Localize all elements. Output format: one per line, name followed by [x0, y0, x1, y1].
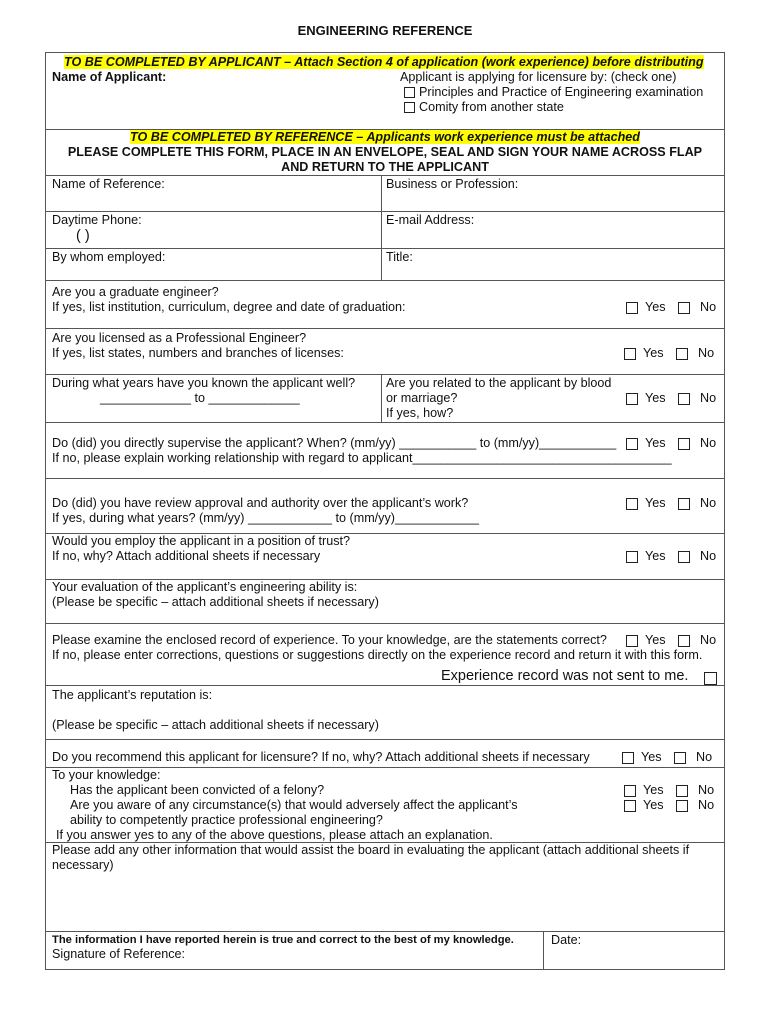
- trust-question: Would you employ the applicant in a position of trust?: [52, 534, 350, 548]
- other-info-detail: necessary): [52, 858, 114, 872]
- circumstance-yes-checkbox[interactable]: [624, 800, 636, 812]
- instruction-line-2: AND RETURN TO THE APPLICANT: [281, 160, 489, 174]
- knowledge-heading: To your knowledge:: [52, 768, 161, 782]
- review-yes-checkbox[interactable]: [626, 498, 638, 510]
- reputation-question: The applicant’s reputation is:: [52, 688, 213, 702]
- graduate-detail: If yes, list institution, curriculum, degree and date of graduation:: [52, 300, 406, 314]
- reference-form: [45, 52, 725, 970]
- no-label: No: [700, 391, 717, 405]
- applicant-banner: TO BE COMPLETED BY APPLICANT – Attach Section 4 of application (work experience) before distributing: [64, 55, 704, 69]
- exam-checkbox[interactable]: [404, 87, 415, 98]
- supervise-detail: If no, please explain working relationship with regard to applicant_____________________________________: [52, 451, 672, 465]
- employer-label[interactable]: By whom employed:: [52, 250, 166, 264]
- examine-question: Please examine the enclosed record of experience. To your knowledge, are the statements correct?: [52, 633, 607, 647]
- phone-label[interactable]: Daytime Phone:: [52, 213, 142, 227]
- review-row: [46, 479, 724, 534]
- trust-row: [46, 534, 724, 580]
- no-label: No: [698, 346, 715, 360]
- yes-label: Yes: [645, 391, 666, 405]
- known-row: [46, 375, 724, 423]
- related-yes-checkbox[interactable]: [626, 393, 638, 405]
- phone-parens: ( ): [76, 228, 90, 244]
- licensed-yes-checkbox[interactable]: [624, 348, 636, 360]
- yes-label: Yes: [645, 436, 666, 450]
- licensed-detail: If yes, list states, numbers and branches of licenses:: [52, 346, 344, 360]
- review-no-checkbox[interactable]: [678, 498, 690, 510]
- examine-yes-checkbox[interactable]: [626, 635, 638, 647]
- title-label[interactable]: Title:: [386, 250, 413, 264]
- business-label[interactable]: Business or Profession:: [386, 177, 519, 191]
- reputation-row: [46, 686, 724, 740]
- reference-header: [46, 130, 724, 176]
- email-label[interactable]: E-mail Address:: [386, 213, 475, 227]
- yes-label: Yes: [645, 549, 666, 563]
- reference-banner: TO BE COMPLETED BY REFERENCE – Applicants work experience must be attached: [130, 130, 640, 144]
- comity-option-label: Comity from another state: [419, 100, 564, 114]
- exam-option-label: Principles and Practice of Engineering examination: [419, 85, 704, 99]
- no-label: No: [700, 496, 717, 510]
- circumstance-question-2: ability to competently practice professional engineering?: [70, 813, 383, 827]
- related-how: If yes, how?: [386, 406, 454, 420]
- no-label: No: [698, 798, 715, 812]
- review-question: Do (did) you have review approval and authority over the applicant’s work?: [52, 496, 469, 510]
- signature-row: [46, 932, 724, 969]
- reference-name-row: [46, 176, 724, 212]
- applicant-section: [46, 53, 724, 130]
- yes-label: Yes: [645, 496, 666, 510]
- licensed-no-checkbox[interactable]: [676, 348, 688, 360]
- licensed-question: Are you licensed as a Professional Engineer?: [52, 331, 307, 345]
- yes-label: Yes: [643, 798, 664, 812]
- related-question-2: or marriage?: [386, 391, 458, 405]
- no-label: No: [700, 633, 717, 647]
- felony-question: Has the applicant been convicted of a felony?: [70, 783, 325, 797]
- supervise-question: Do (did) you directly supervise the applicant? When? (mm/yy) ___________ to (mm/yy)___________: [52, 436, 617, 450]
- recommend-row: [46, 740, 724, 768]
- no-label: No: [700, 300, 717, 314]
- yes-label: Yes: [643, 346, 664, 360]
- phone-row: [46, 212, 724, 249]
- graduate-row: [46, 281, 724, 329]
- examine-no-checkbox[interactable]: [678, 635, 690, 647]
- review-detail: If yes, during what years? (mm/yy) ____________ to (mm/yy)____________: [52, 511, 480, 525]
- certification-statement: The information I have reported herein is true and correct to the best of my knowledge.: [52, 934, 514, 946]
- explanation-note: If you answer yes to any of the above questions, please attach an explanation.: [56, 828, 493, 842]
- employer-row: [46, 249, 724, 281]
- supervise-row: [46, 423, 724, 479]
- examine-detail: If no, please enter corrections, questions or suggestions directly on the experience record and return it with this form.: [52, 648, 703, 662]
- not-sent-label: Experience record was not sent to me.: [441, 668, 689, 684]
- felony-no-checkbox[interactable]: [676, 785, 688, 797]
- not-sent-checkbox[interactable]: [704, 672, 717, 685]
- other-info-row: [46, 843, 724, 932]
- trust-yes-checkbox[interactable]: [626, 551, 638, 563]
- trust-no-checkbox[interactable]: [678, 551, 690, 563]
- graduate-question: Are you a graduate engineer?: [52, 285, 219, 299]
- no-label: No: [696, 750, 713, 764]
- circumstance-question: Are you aware of any circumstance(s) that would adversely affect the applicant’s: [70, 798, 518, 812]
- recommend-yes-checkbox[interactable]: [622, 752, 634, 764]
- licensed-row: [46, 329, 724, 375]
- applicant-name-label: Name of Applicant:: [52, 70, 167, 84]
- evaluation-question: Your evaluation of the applicant’s engineering ability is:: [52, 580, 358, 594]
- graduate-no-checkbox[interactable]: [678, 302, 690, 314]
- yes-label: Yes: [645, 633, 666, 647]
- no-label: No: [698, 783, 715, 797]
- page-title: ENGINEERING REFERENCE: [297, 23, 473, 38]
- reputation-detail: (Please be specific – attach additional sheets if necessary): [52, 718, 379, 732]
- related-question: Are you related to the applicant by blood: [386, 376, 612, 390]
- supervise-no-checkbox[interactable]: [678, 438, 690, 450]
- knowledge-row: [46, 768, 724, 843]
- no-label: No: [700, 549, 717, 563]
- yes-label: Yes: [643, 783, 664, 797]
- examine-row: [46, 624, 724, 686]
- trust-detail: If no, why? Attach additional sheets if necessary: [52, 549, 321, 563]
- circumstance-no-checkbox[interactable]: [676, 800, 688, 812]
- known-years-blanks[interactable]: _____________ to _____________: [100, 391, 300, 405]
- recommend-no-checkbox[interactable]: [674, 752, 686, 764]
- signature-label[interactable]: Signature of Reference:: [52, 947, 186, 961]
- related-no-checkbox[interactable]: [678, 393, 690, 405]
- supervise-yes-checkbox[interactable]: [626, 438, 638, 450]
- recommend-question: Do you recommend this applicant for licensure? If no, why? Attach additional sheets if necessary: [52, 750, 590, 764]
- comity-checkbox[interactable]: [404, 102, 415, 113]
- evaluation-row: [46, 580, 724, 624]
- yes-label: Yes: [641, 750, 662, 764]
- yes-label: Yes: [645, 300, 666, 314]
- felony-yes-checkbox[interactable]: [624, 785, 636, 797]
- no-label: No: [700, 436, 717, 450]
- reference-name-label[interactable]: Name of Reference:: [52, 177, 165, 191]
- graduate-yes-checkbox[interactable]: [626, 302, 638, 314]
- instruction-line-1: PLEASE COMPLETE THIS FORM, PLACE IN AN ENVELOPE, SEAL AND SIGN YOUR NAME ACROSS FLAP: [67, 145, 703, 159]
- other-info-question: Please add any other information that would assist the board in evaluating the applicant (attach additional sheets if: [52, 843, 690, 857]
- evaluation-detail: (Please be specific – attach additional sheets if necessary): [52, 595, 379, 609]
- licensure-label: Applicant is applying for licensure by: (check one): [400, 70, 677, 84]
- known-question: During what years have you known the applicant well?: [52, 376, 356, 390]
- date-label[interactable]: Date:: [551, 933, 582, 947]
